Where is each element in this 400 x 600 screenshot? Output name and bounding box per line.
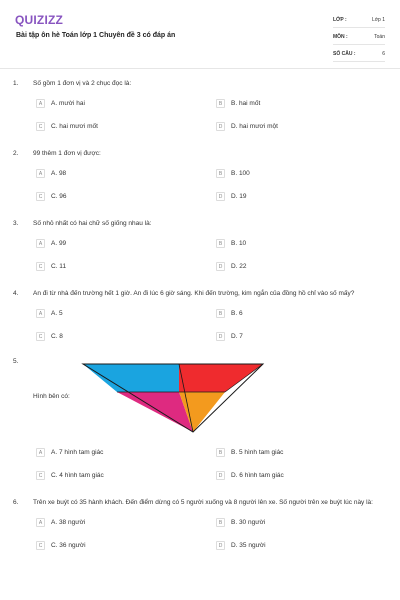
option-text: A. 99 [51, 240, 67, 247]
meta-value: Lớp 1 [371, 17, 385, 23]
option-text: C. 96 [51, 193, 67, 200]
option-key-box: B [216, 99, 225, 108]
option-text: A. 7 hình tam giác [51, 449, 104, 456]
option-text: C. 8 [51, 333, 63, 340]
option-key-box: D [216, 262, 225, 271]
option-key-box: A [36, 99, 45, 108]
meta-row-subject [333, 29, 385, 45]
option-key-box: C [36, 122, 45, 131]
meta-label: LỚP : [333, 17, 347, 23]
meta-row-class [333, 12, 385, 28]
option-text: A. 38 người [51, 519, 86, 526]
option-text: B. 100 [231, 170, 250, 177]
meta-value: 6 [382, 51, 385, 57]
meta-value: Toán [374, 34, 385, 40]
option-key-box: D [216, 332, 225, 341]
option-text: D. hai mươi một [231, 123, 278, 130]
option-text: D. 22 [231, 263, 247, 270]
triangle-figure [75, 360, 265, 436]
question-number: 1. [13, 80, 19, 87]
option-key-box: B [216, 448, 225, 457]
option-key-box: B [216, 169, 225, 178]
option-text: D. 19 [231, 193, 247, 200]
figure-caption: Hình bên có: [33, 393, 70, 400]
option-key-box: D [216, 122, 225, 131]
option-key-box: D [216, 192, 225, 201]
question-number: 4. [13, 290, 19, 297]
option-key-box: B [216, 518, 225, 527]
option-text: B. 30 người [231, 519, 266, 526]
option-text: D. 35 người [231, 542, 266, 549]
option-key-box: B [216, 309, 225, 318]
option-text: A. 98 [51, 170, 67, 177]
option-key-box: A [36, 239, 45, 248]
question-text: Số gồm 1 đơn vị và 2 chục đọc là: [33, 80, 132, 87]
option-text: A. mười hai [51, 100, 85, 107]
meta-label: SỐ CÂU : [333, 51, 356, 57]
question-number: 3. [13, 220, 19, 227]
question-text: Số nhỏ nhất có hai chữ số giống nhau là: [33, 220, 152, 227]
option-key-box: A [36, 309, 45, 318]
question-number: 5. [13, 358, 19, 365]
option-text: B. 6 [231, 310, 243, 317]
question-text: An đi từ nhà đến trường hết 1 giờ. An đi lúc 6 giờ sáng. Khi đến trường, kim ngắn của đồng hồ chỉ vào số mấy? [33, 290, 355, 297]
quizizz-logo: QUIZIZZ [15, 13, 64, 27]
option-text: B. 5 hình tam giác [231, 449, 284, 456]
question-number: 2. [13, 150, 19, 157]
question-text: Trên xe buýt có 35 hành khách. Đến điểm dừng có 5 người xuống và 8 người lên xe. Số người trên xe buýt lúc này là: [33, 499, 373, 506]
header-divider [0, 68, 400, 69]
option-key-box: C [36, 471, 45, 480]
question-text: 99 thêm 1 đơn vị được: [33, 150, 101, 157]
page-title: Bài tập ôn hè Toán lớp 1 Chuyên đề 3 có đáp án [16, 32, 176, 39]
option-key-box: D [216, 471, 225, 480]
meta-row-count [333, 46, 385, 62]
meta-label: MÔN : [333, 34, 348, 40]
option-text: B. hai mốt [231, 100, 261, 107]
option-key-box: B [216, 239, 225, 248]
option-text: C. 36 người [51, 542, 86, 549]
option-key-box: A [36, 518, 45, 527]
option-text: C. hai mươi mốt [51, 123, 98, 130]
option-key-box: A [36, 448, 45, 457]
option-text: D. 7 [231, 333, 243, 340]
option-text: D. 6 hình tam giác [231, 472, 284, 479]
option-key-box: C [36, 192, 45, 201]
meta-panel [333, 12, 385, 63]
option-text: B. 10 [231, 240, 247, 247]
option-text: C. 11 [51, 263, 67, 270]
option-text: C. 4 hình tam giác [51, 472, 104, 479]
option-key-box: C [36, 541, 45, 550]
question-number: 6. [13, 499, 19, 506]
option-text: A. 5 [51, 310, 63, 317]
option-key-box: C [36, 262, 45, 271]
option-key-box: D [216, 541, 225, 550]
option-key-box: A [36, 169, 45, 178]
option-key-box: C [36, 332, 45, 341]
